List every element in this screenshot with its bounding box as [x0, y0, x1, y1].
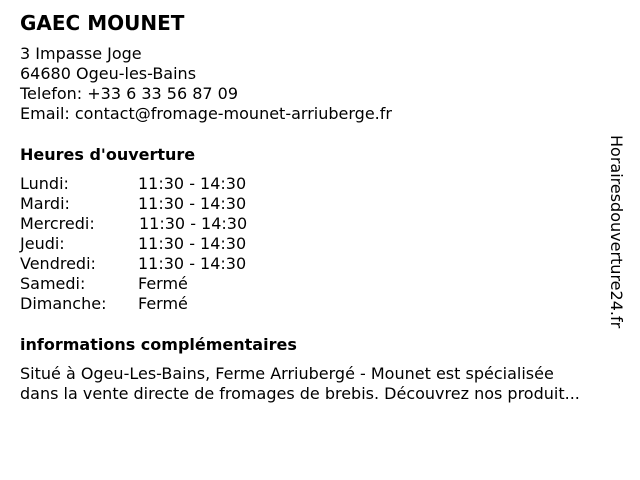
hours-row-sunday	[20, 294, 247, 314]
info-line-2: dans la vente directe de fromages de brebis. Découvrez nos produit...	[20, 384, 580, 403]
hours-heading: Heures d'ouverture	[20, 145, 196, 164]
hours-value: 11:30 - 14:30	[138, 254, 247, 273]
info-text	[20, 364, 620, 404]
hours-value: 11:30 - 14:30	[139, 214, 248, 233]
hours-row-monday	[20, 174, 247, 194]
watermark-text: Horairesdouverture24.fr	[607, 135, 626, 329]
hours-value: 11:30 - 14:30	[138, 234, 247, 253]
info-line-1: Situé à Ogeu-Les-Bains, Ferme Arriubergé - Mounet est spécialisée	[20, 364, 554, 383]
street-address: 3 Impasse Joge	[20, 44, 142, 63]
day-label: Mercredi:	[20, 214, 95, 233]
hours-row-saturday	[20, 274, 247, 294]
phone-line[interactable]: Telefon: +33 6 33 56 87 09	[20, 84, 239, 103]
business-name: GAEC MOUNET	[20, 11, 185, 35]
postal-city: 64680 Ogeu-les-Bains	[20, 64, 197, 83]
hours-value: 11:30 - 14:30	[138, 194, 247, 213]
day-label: Jeudi:	[20, 234, 65, 253]
hours-table	[20, 174, 247, 314]
day-label: Mardi:	[20, 194, 70, 213]
info-heading: informations complémentaires	[20, 335, 297, 354]
day-label: Vendredi:	[20, 254, 96, 273]
hours-row-friday	[20, 254, 247, 274]
hours-value: Fermé	[138, 294, 188, 313]
hours-value: Fermé	[138, 274, 188, 293]
contact-block	[20, 44, 392, 124]
hours-value: 11:30 - 14:30	[138, 174, 247, 193]
day-label: Samedi:	[20, 274, 86, 293]
hours-row-tuesday	[20, 194, 247, 214]
hours-row-wednesday	[20, 214, 247, 234]
day-label: Lundi:	[20, 174, 69, 193]
email-line[interactable]: Email: contact@fromage-mounet-arriuberge.fr	[20, 104, 392, 123]
hours-row-thursday	[20, 234, 247, 254]
day-label: Dimanche:	[20, 294, 107, 313]
